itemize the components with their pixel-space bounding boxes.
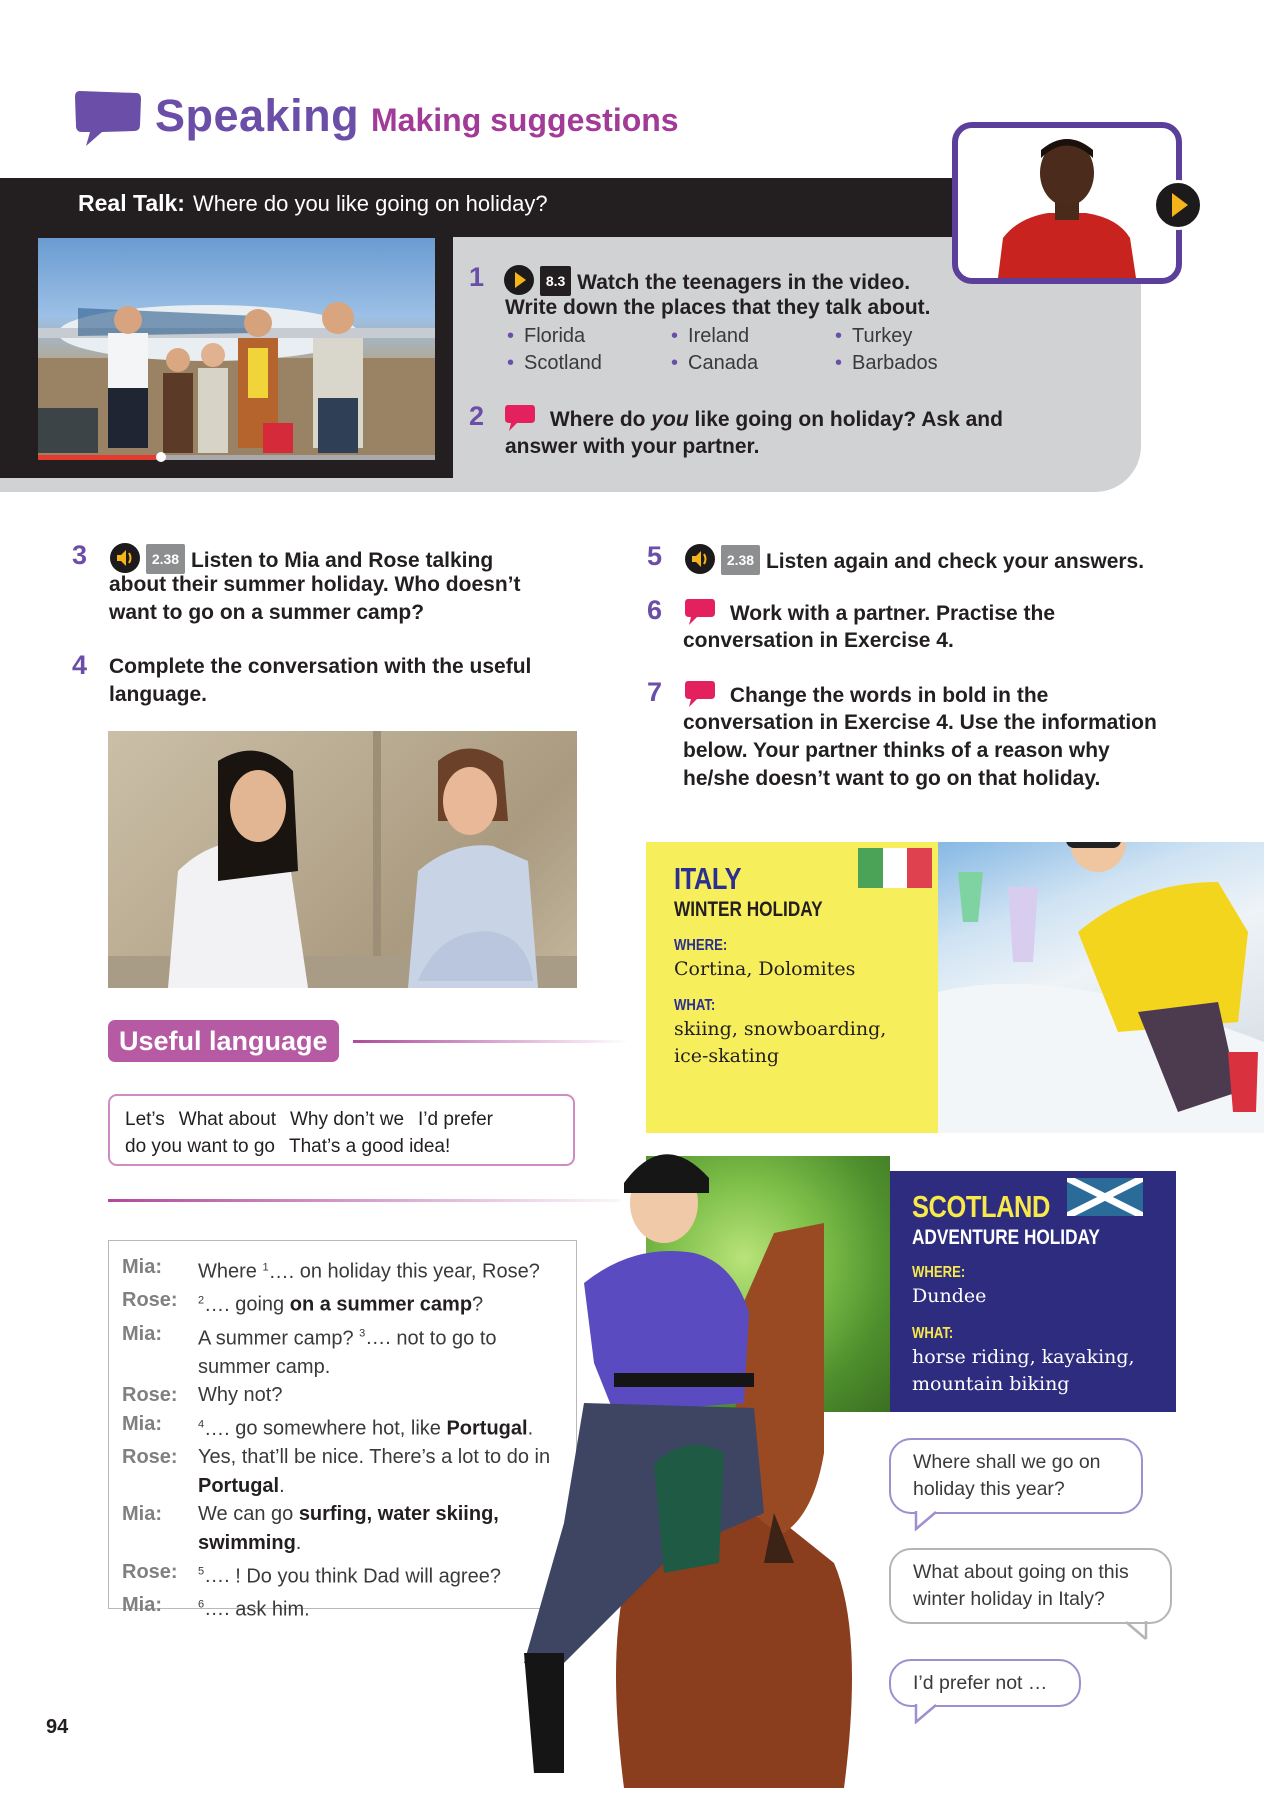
exercise-3-number: 3: [72, 540, 88, 570]
real-talk-heading: [78, 190, 548, 217]
place-item: • Florida: [507, 325, 586, 347]
scotland-holiday-card: [890, 1171, 1176, 1412]
bubble-tail: [914, 1511, 944, 1531]
conversation-line: [122, 1558, 576, 1591]
speaker-name: Rose:: [122, 1384, 178, 1407]
blank-gap[interactable]: $^4$….: [198, 1417, 230, 1440]
speech-icon: [684, 680, 716, 708]
phrase: Let’s: [125, 1109, 165, 1130]
bubble-tail: [914, 1704, 944, 1724]
card-what-label: WHAT:: [912, 1325, 954, 1342]
page-title: Speaking: [155, 90, 360, 141]
useful-language-box: [108, 1094, 575, 1166]
family-plane-illustration: [38, 238, 435, 460]
video-progress-handle[interactable]: [156, 452, 166, 462]
place-item: • Ireland: [671, 325, 750, 347]
section-divider: [353, 1040, 628, 1043]
useful-language-heading: Useful language: [108, 1020, 339, 1062]
conversation-line: [122, 1591, 576, 1624]
phrase: What about: [178, 1109, 276, 1130]
bold-phrase: surfing, water skiing, swimming: [198, 1503, 499, 1554]
exercise-7-line3: below. Your partner thinks of a reason why: [683, 739, 1110, 762]
card-what-line2: mountain biking: [912, 1373, 1070, 1395]
dialogue-text: $^6$…. ask him.: [198, 1598, 310, 1621]
horse-rider-illustration: [524, 1133, 890, 1788]
dialogue-text: $^2$…. going on a summer camp?: [198, 1293, 484, 1316]
exercise-1-instruction: [504, 265, 910, 297]
conversation-line: [122, 1381, 576, 1410]
blank-gap[interactable]: $^5$….: [198, 1565, 230, 1588]
place-item: • Barbados: [835, 352, 938, 374]
dialogue-text: A summer camp? $^3$…. not to go to summer camp.: [198, 1327, 497, 1378]
exercise-3-line2: about their summer holiday. Who doesn’t: [109, 573, 521, 596]
speech-bubble-icon: [74, 89, 142, 147]
audio-icon[interactable]: [685, 544, 715, 574]
exercise-2-line2: answer with your partner.: [505, 435, 760, 458]
bold-phrase: Portugal: [446, 1417, 528, 1440]
card-what-line1: horse riding, kayaking,: [912, 1346, 1135, 1368]
audio-track-badge: 2.38: [146, 544, 185, 574]
phrase: do you want to go: [125, 1136, 275, 1157]
audio-track-badge: 2.38: [721, 545, 760, 575]
speech-icon: [684, 598, 716, 626]
exercise-6-line2: conversation in Exercise 4.: [683, 629, 954, 652]
place-item: • Turkey: [835, 325, 913, 347]
dialogue-text: Why not?: [198, 1384, 283, 1407]
exercise-2-number: 2: [469, 401, 485, 431]
card-holiday-type: WINTER HOLIDAY: [674, 898, 823, 921]
card-what-line1: skiing, snowboarding,: [674, 1018, 887, 1040]
speech-icon: [504, 404, 536, 432]
conversation-line: [122, 1500, 576, 1557]
exercise-7-line2: conversation in Exercise 4. Use the information: [683, 711, 1157, 734]
phrase-row: [125, 1106, 558, 1133]
page-subtitle: Making suggestions: [371, 102, 679, 138]
exercise-7-instruction: Change the words in bold in the: [684, 680, 1048, 710]
exercise-6-number: 6: [647, 595, 663, 625]
phrase-row: [125, 1133, 558, 1160]
speaker-name: Rose:: [122, 1289, 178, 1312]
conversation-line: [122, 1286, 576, 1319]
conversation-line: [122, 1253, 576, 1286]
audio-icon[interactable]: [110, 543, 140, 573]
video-thumbnail[interactable]: [952, 122, 1182, 284]
blank-gap[interactable]: $^3$….: [359, 1327, 391, 1350]
exercise-6-instruction: Work with a partner. Practise the: [684, 598, 1055, 628]
card-where-value: Dundee: [912, 1285, 987, 1307]
page-number: 94: [46, 1716, 69, 1738]
scotland-flag: [1067, 1178, 1143, 1216]
dialogue-text: $^5$…. ! Do you think Dad will agree?: [198, 1565, 501, 1588]
panel-bottom-strip: [0, 478, 453, 492]
conversation-line: [122, 1320, 576, 1382]
dialogue-text: Where $^1$…. on holiday this year, Rose?: [198, 1260, 540, 1283]
speech-bubble: Where shall we go on holiday this year?: [889, 1438, 1143, 1514]
phrase: That’s a good idea!: [289, 1136, 451, 1157]
card-holiday-type: ADVENTURE HOLIDAY: [912, 1226, 1100, 1249]
bold-phrase: Portugal: [198, 1474, 280, 1497]
italy-holiday-card: [646, 842, 938, 1133]
speaker-name: Mia:: [122, 1256, 162, 1278]
place-item: • Canada: [671, 352, 759, 374]
speech-bubble: I’d prefer not …: [889, 1659, 1081, 1707]
exercise-1-number: 1: [469, 262, 485, 292]
card-what-label: WHAT:: [674, 997, 716, 1014]
bubble-tail: [1118, 1621, 1148, 1641]
horse-rider-photo: [524, 1133, 890, 1788]
play-icon: [1156, 183, 1200, 227]
bold-phrase: on a summer camp: [289, 1293, 473, 1316]
snowboarder-photo: [938, 842, 1264, 1133]
dialogue-text: We can go surfing, water skiing, swimming.: [198, 1503, 499, 1554]
italy-flag: [858, 848, 932, 888]
speaker-name: Mia:: [122, 1412, 162, 1435]
exercise-4-number: 4: [72, 650, 88, 680]
speaker-name: Rose:: [122, 1560, 178, 1583]
conversation-line: [122, 1443, 576, 1500]
video-play-icon[interactable]: [504, 265, 534, 295]
exercise-1-line2: Write down the places that they talk about.: [505, 296, 931, 319]
blank-gap[interactable]: $^2$….: [198, 1293, 230, 1316]
card-where-value: Cortina, Dolomites: [674, 958, 856, 980]
card-country: SCOTLAND: [912, 1189, 1050, 1224]
conversation-box: [108, 1240, 577, 1621]
speaker-name: Mia:: [122, 1503, 162, 1526]
play-video-button[interactable]: [1153, 180, 1203, 230]
exercise-4-line1: Complete the conversation with the useful: [109, 655, 532, 678]
dialogue-text: Yes, that’ll be nice. There’s a lot to do in Portugal.: [198, 1446, 551, 1497]
exercise-7-number: 7: [647, 677, 663, 707]
exercise-2-instruction: Where do you like going on holiday? Ask and: [504, 404, 1003, 434]
conversation-line: [122, 1410, 576, 1443]
card-what-line2: ice-skating: [674, 1045, 780, 1067]
speech-bubble: What about going on this winter holiday in Italy?: [889, 1548, 1172, 1624]
exercise-5-instruction: 2.38 Listen again and check your answers.: [685, 544, 1144, 576]
phrase: I’d prefer: [418, 1109, 493, 1130]
video-progress-fill: [38, 455, 161, 460]
girls-talking-photo: [108, 731, 577, 988]
exercise-3-instruction: 2.38 Listen to Mia and Rose talking: [110, 543, 493, 575]
exercise-3-line3: want to go on a summer camp?: [109, 601, 425, 624]
speaker-name: Rose:: [122, 1446, 178, 1469]
video-player-family-plane-photo[interactable]: [38, 238, 435, 460]
place-item: • Scotland: [507, 352, 602, 374]
teenager-portrait: [958, 128, 1176, 278]
phrase: Why don’t we: [289, 1109, 405, 1130]
exercise-7-line4: he/she doesn’t want to go on that holiday.: [683, 767, 1101, 790]
blank-gap[interactable]: $^6$….: [198, 1598, 230, 1621]
dialogue-text: $^4$…. go somewhere hot, like Portugal.: [198, 1417, 534, 1440]
speaker-name: Mia:: [122, 1593, 162, 1616]
exercise-1-line1: Watch the teenagers in the video.: [577, 271, 911, 294]
exercise-4-line2: language.: [109, 683, 208, 706]
video-track-badge: 8.3: [540, 266, 571, 296]
card-where-label: WHERE:: [912, 1264, 966, 1281]
real-talk-label: Real Talk:: [78, 190, 185, 216]
speaker-name: Mia:: [122, 1322, 162, 1345]
ski-illustration: [938, 842, 1264, 1133]
girls-illustration: [108, 731, 577, 988]
card-country: ITALY: [674, 861, 742, 896]
card-where-label: WHERE:: [674, 937, 728, 954]
blank-gap[interactable]: $^1$….: [262, 1260, 295, 1283]
exercise-5-number: 5: [647, 541, 663, 571]
real-talk-question: Where do you like going on holiday?: [192, 191, 548, 216]
